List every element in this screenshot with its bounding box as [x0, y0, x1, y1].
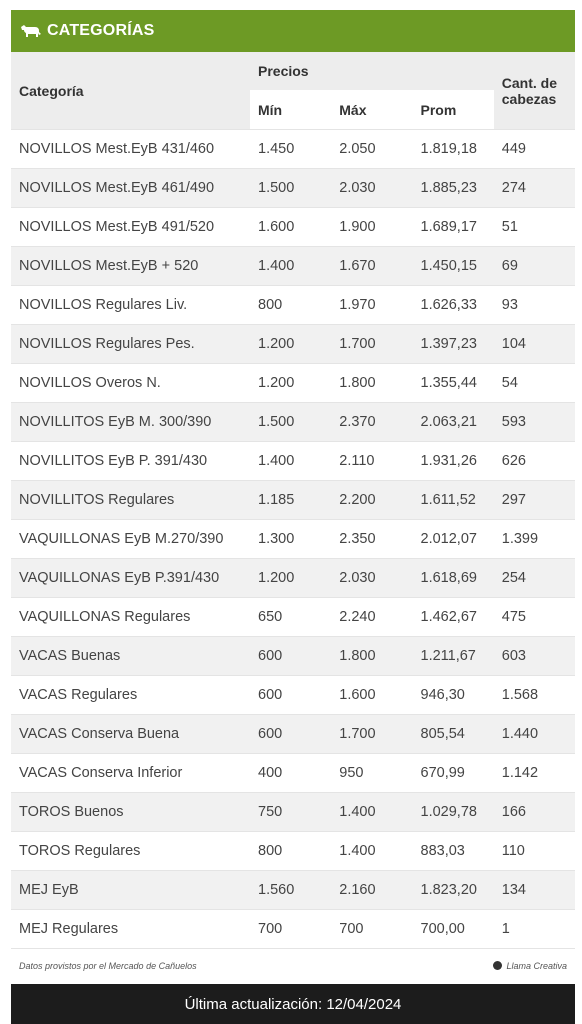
cell-max: 1.600: [331, 676, 412, 715]
cell-min: 1.600: [250, 208, 331, 247]
cell-max: 2.350: [331, 520, 412, 559]
cell-min: 600: [250, 715, 331, 754]
cell-min: 600: [250, 637, 331, 676]
cell-max: 1.900: [331, 208, 412, 247]
cell-categoria: VAQUILLONAS EyB M.270/390: [11, 520, 250, 559]
table-row: [11, 910, 575, 949]
cell-categoria: VAQUILLONAS EyB P.391/430: [11, 559, 250, 598]
cell-cabezas: 1: [494, 910, 575, 949]
last-update-text: Última actualización: 12/04/2024: [184, 995, 402, 1013]
cell-max: 1.670: [331, 247, 412, 286]
llama-logo-icon: [493, 961, 502, 970]
cell-cabezas: 51: [494, 208, 575, 247]
cell-cabezas: 69: [494, 247, 575, 286]
cell-min: 1.200: [250, 364, 331, 403]
source-text: [19, 961, 197, 971]
table-row: [11, 559, 575, 598]
credit[interactable]: [493, 961, 567, 971]
cell-categoria: TOROS Buenos: [11, 793, 250, 832]
cell-categoria: TOROS Regulares: [11, 832, 250, 871]
cell-min: 600: [250, 676, 331, 715]
cell-max: 950: [331, 754, 412, 793]
column-header-max: Máx: [331, 91, 412, 130]
cell-min: 700: [250, 910, 331, 949]
table-row: [11, 130, 575, 169]
cell-prom: 1.931,26: [413, 442, 494, 481]
column-header-precios: Precios: [250, 52, 494, 91]
cell-prom: 1.611,52: [413, 481, 494, 520]
cell-prom: 1.462,67: [413, 598, 494, 637]
widget-title: CATEGORÍAS: [47, 22, 155, 39]
cell-prom: 805,54: [413, 715, 494, 754]
cell-max: 2.110: [331, 442, 412, 481]
cell-min: 1.400: [250, 442, 331, 481]
cell-categoria: NOVILLITOS Regulares: [11, 481, 250, 520]
cell-cabezas: 54: [494, 364, 575, 403]
cell-cabezas: 93: [494, 286, 575, 325]
cell-min: 1.185: [250, 481, 331, 520]
cell-categoria: NOVILLOS Mest.EyB 461/490: [11, 169, 250, 208]
cell-max: 1.700: [331, 325, 412, 364]
cell-cabezas: 110: [494, 832, 575, 871]
table-row: [11, 169, 575, 208]
cell-max: 2.160: [331, 871, 412, 910]
cell-categoria: VAQUILLONAS Regulares: [11, 598, 250, 637]
table-row: [11, 247, 575, 286]
cell-max: 1.400: [331, 832, 412, 871]
cell-cabezas: 134: [494, 871, 575, 910]
cell-categoria: NOVILLOS Mest.EyB 431/460: [11, 130, 250, 169]
cell-cabezas: 593: [494, 403, 575, 442]
cell-min: 1.500: [250, 403, 331, 442]
cell-min: 650: [250, 598, 331, 637]
cell-prom: 1.819,18: [413, 130, 494, 169]
categories-widget: [11, 10, 575, 982]
cell-categoria: NOVILLITOS EyB M. 300/390: [11, 403, 250, 442]
cell-prom: 2.012,07: [413, 520, 494, 559]
cell-prom: 1.211,67: [413, 637, 494, 676]
cell-cabezas: 297: [494, 481, 575, 520]
cell-prom: 1.450,15: [413, 247, 494, 286]
cell-min: 1.450: [250, 130, 331, 169]
cell-max: 700: [331, 910, 412, 949]
column-header-prom: Prom: [413, 91, 494, 130]
cell-min: 1.560: [250, 871, 331, 910]
column-header-min: Mín: [250, 91, 331, 130]
cell-cabezas: 274: [494, 169, 575, 208]
table-row: [11, 520, 575, 559]
cell-prom: 2.063,21: [413, 403, 494, 442]
cell-min: 800: [250, 832, 331, 871]
cell-cabezas: 254: [494, 559, 575, 598]
cell-categoria: VACAS Regulares: [11, 676, 250, 715]
cell-min: 1.500: [250, 169, 331, 208]
cell-categoria: NOVILLOS Mest.EyB 491/520: [11, 208, 250, 247]
cell-prom: 1.689,17: [413, 208, 494, 247]
data-source-note: [11, 948, 575, 982]
cell-categoria: MEJ EyB: [11, 871, 250, 910]
cell-cabezas: 1.440: [494, 715, 575, 754]
cell-categoria: MEJ Regulares: [11, 910, 250, 949]
cell-max: 1.800: [331, 364, 412, 403]
cell-max: 2.370: [331, 403, 412, 442]
cell-min: 1.200: [250, 325, 331, 364]
cell-cabezas: 1.568: [494, 676, 575, 715]
cell-prom: 670,99: [413, 754, 494, 793]
cell-categoria: NOVILLOS Regulares Pes.: [11, 325, 250, 364]
cell-categoria: NOVILLOS Regulares Liv.: [11, 286, 250, 325]
cell-prom: 1.397,23: [413, 325, 494, 364]
table-row: [11, 208, 575, 247]
cell-max: 2.030: [331, 169, 412, 208]
cell-min: 1.300: [250, 520, 331, 559]
cell-cabezas: 104: [494, 325, 575, 364]
table-row: [11, 637, 575, 676]
cell-cabezas: 1.399: [494, 520, 575, 559]
table-row: [11, 442, 575, 481]
widget-header: [11, 10, 575, 52]
table-row: [11, 403, 575, 442]
cell-max: 2.240: [331, 598, 412, 637]
cell-min: 400: [250, 754, 331, 793]
table-row: [11, 676, 575, 715]
cell-min: 750: [250, 793, 331, 832]
cow-icon: [20, 23, 42, 39]
cell-min: 1.400: [250, 247, 331, 286]
cell-max: 2.050: [331, 130, 412, 169]
table-row: [11, 364, 575, 403]
source-prefix: Datos provistos por el: [19, 960, 109, 971]
cell-min: 800: [250, 286, 331, 325]
table-row: [11, 715, 575, 754]
prices-table: [11, 52, 575, 948]
cell-categoria: NOVILLITOS EyB P. 391/430: [11, 442, 250, 481]
cell-max: 2.200: [331, 481, 412, 520]
table-row: [11, 832, 575, 871]
last-update-bar: [11, 984, 575, 1024]
credit-label: Llama Creativa: [506, 960, 567, 971]
table-body: [11, 130, 575, 949]
cell-categoria: VACAS Conserva Buena: [11, 715, 250, 754]
cell-prom: 1.823,20: [413, 871, 494, 910]
table-row: [11, 598, 575, 637]
cell-categoria: VACAS Buenas: [11, 637, 250, 676]
cell-min: 1.200: [250, 559, 331, 598]
cell-prom: 1.885,23: [413, 169, 494, 208]
column-header-cabezas: Cant. de cabezas: [494, 52, 575, 130]
column-header-categoria: Categoría: [11, 52, 250, 130]
cell-cabezas: 626: [494, 442, 575, 481]
cell-cabezas: 1.142: [494, 754, 575, 793]
cell-categoria: VACAS Conserva Inferior: [11, 754, 250, 793]
cell-prom: 1.029,78: [413, 793, 494, 832]
cell-max: 2.030: [331, 559, 412, 598]
source-name: Mercado de Cañuelos: [108, 960, 197, 971]
table-row: [11, 871, 575, 910]
table-row: [11, 286, 575, 325]
cell-max: 1.800: [331, 637, 412, 676]
cell-cabezas: 449: [494, 130, 575, 169]
cell-cabezas: 166: [494, 793, 575, 832]
cell-max: 1.700: [331, 715, 412, 754]
cell-cabezas: 603: [494, 637, 575, 676]
table-row: [11, 325, 575, 364]
cell-prom: 1.618,69: [413, 559, 494, 598]
table-row: [11, 793, 575, 832]
cell-prom: 700,00: [413, 910, 494, 949]
cell-prom: 946,30: [413, 676, 494, 715]
table-row: [11, 481, 575, 520]
cell-categoria: NOVILLOS Mest.EyB + 520: [11, 247, 250, 286]
cell-categoria: NOVILLOS Overos N.: [11, 364, 250, 403]
cell-prom: 1.355,44: [413, 364, 494, 403]
table-row: [11, 754, 575, 793]
cell-prom: 883,03: [413, 832, 494, 871]
cell-max: 1.970: [331, 286, 412, 325]
cell-prom: 1.626,33: [413, 286, 494, 325]
cell-max: 1.400: [331, 793, 412, 832]
cell-cabezas: 475: [494, 598, 575, 637]
